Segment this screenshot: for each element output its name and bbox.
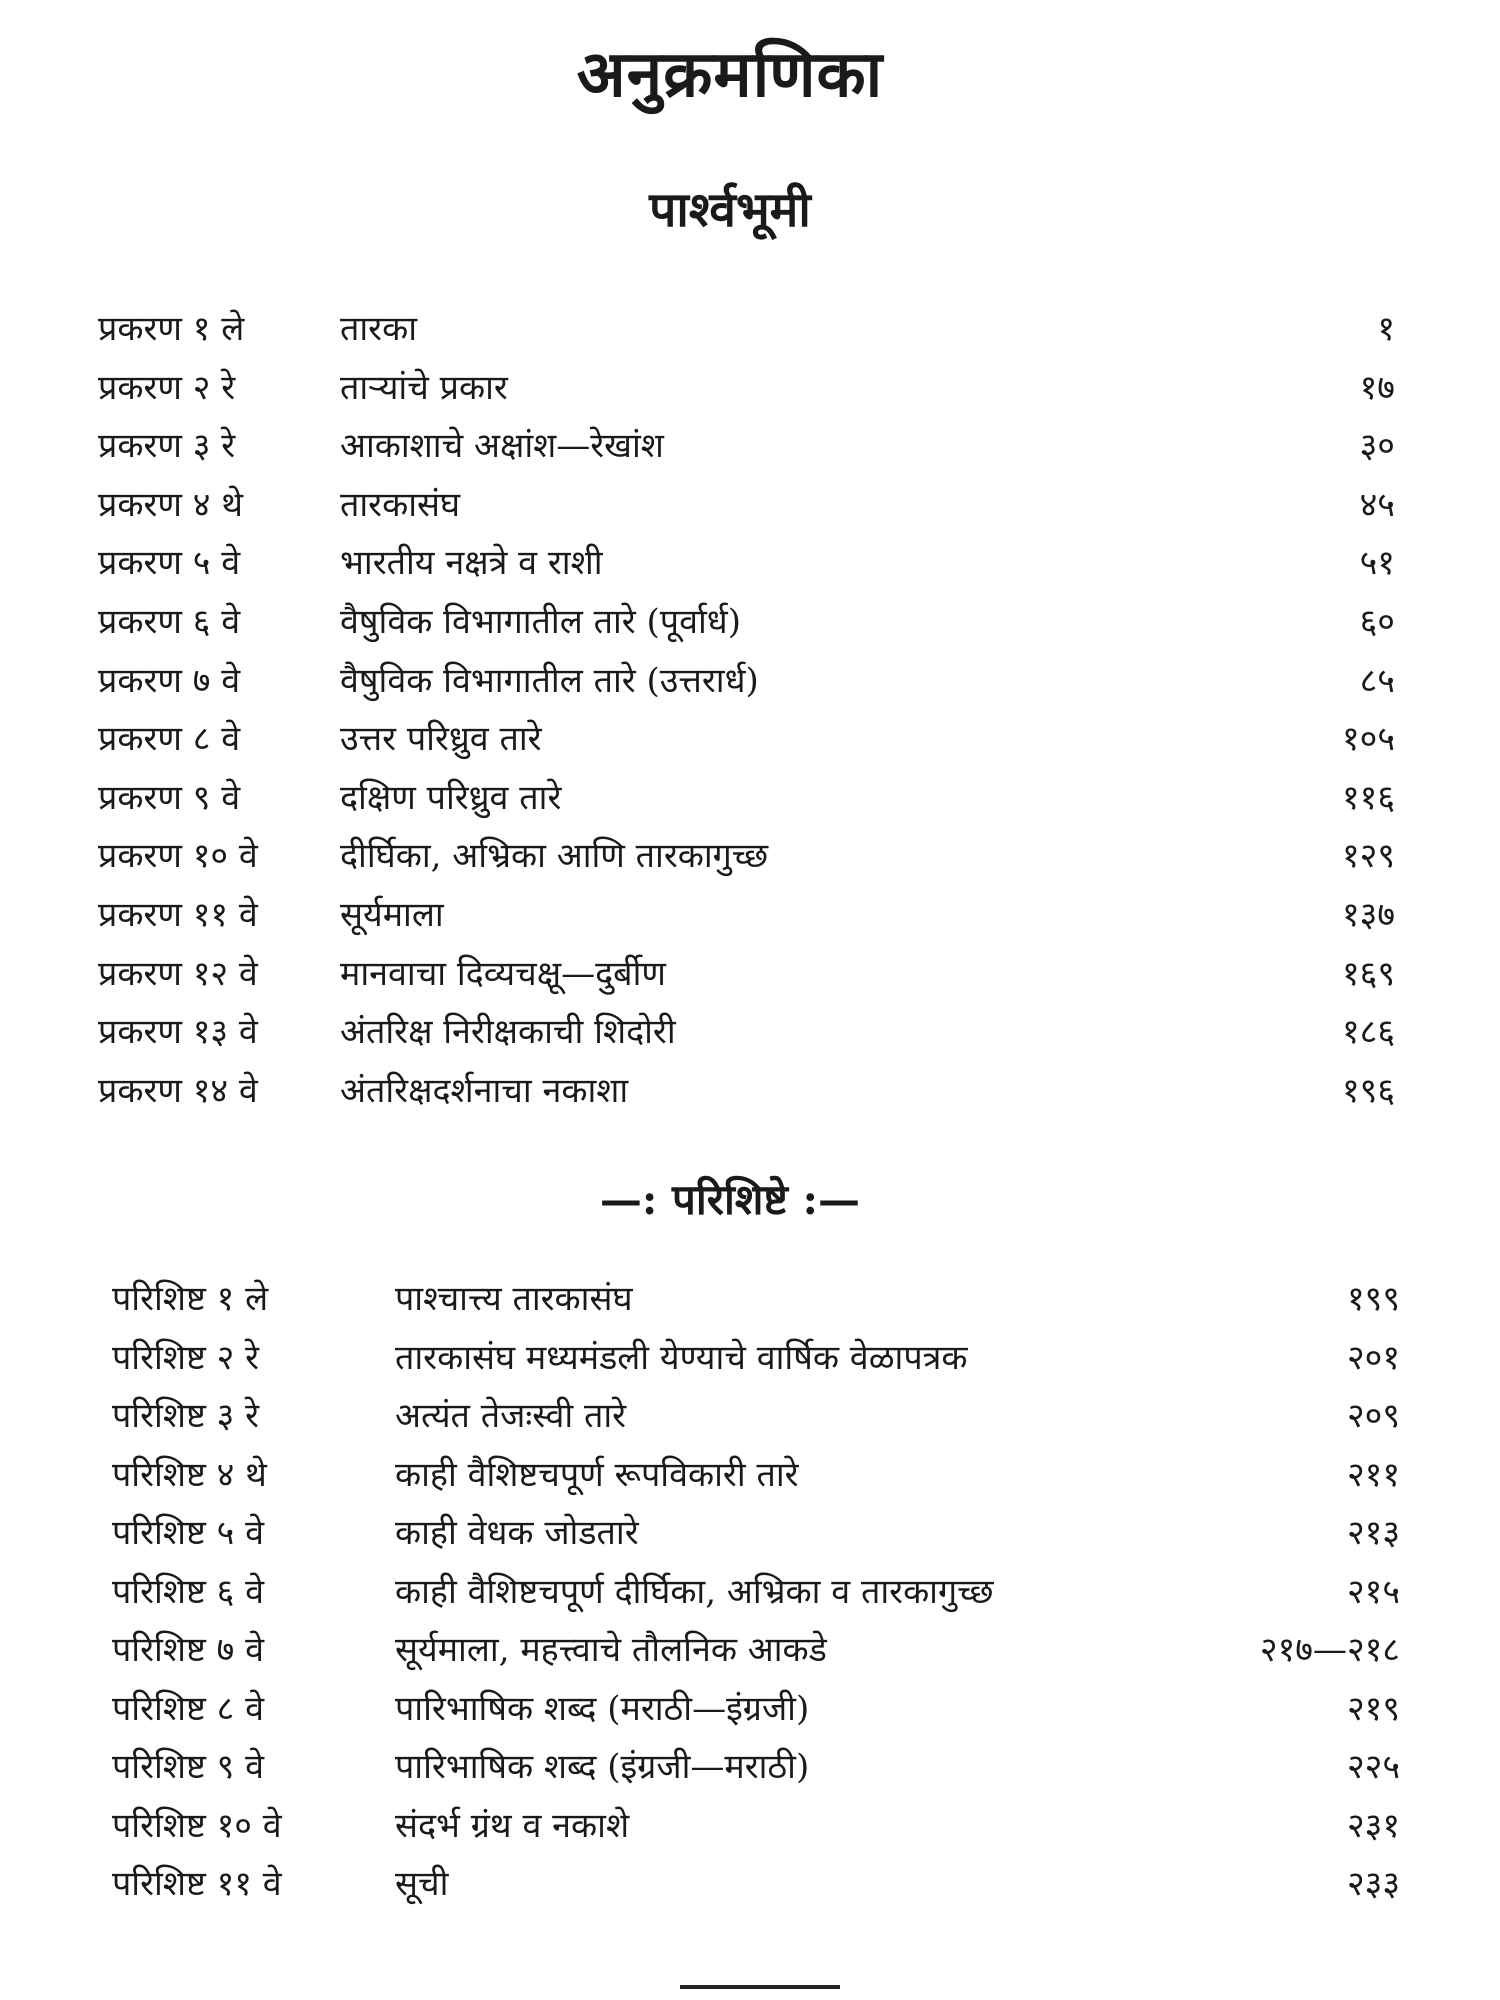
toc-row — [0, 1855, 1500, 1914]
toc-row — [0, 1563, 1500, 1622]
appendix-title: संदर्भ ग्रंथ व नकाशे — [395, 1805, 630, 1846]
chapter-title: तारका — [340, 309, 418, 349]
chapter-title: तारकासंघ — [340, 484, 461, 525]
page-number: २११ — [1346, 1454, 1400, 1495]
page-number: १२९ — [1341, 836, 1395, 877]
toc-row — [0, 710, 1500, 769]
page-number: ११६ — [1341, 777, 1395, 818]
page-number: ६० — [1359, 601, 1395, 642]
appendix-label: परिशिष्ट ६ वे — [112, 1571, 265, 1612]
page-number: २०९ — [1346, 1396, 1400, 1436]
chapter-label: प्रकरण ७ वे — [98, 660, 241, 701]
appendix-label: परिशिष्ट ११ वे — [112, 1864, 282, 1904]
appendix-title: पारिभाषिक शब्द (इंग्रजी—मराठी) — [395, 1747, 810, 1787]
chapter-title: वैषुविक विभागातील तारे (पूर्वार्ध) — [340, 601, 741, 642]
toc-row — [0, 1270, 1500, 1329]
chapter-label: प्रकरण २ रे — [98, 367, 236, 408]
toc-row — [0, 827, 1500, 886]
appendix-title: पाश्चात्त्य तारकासंघ — [395, 1279, 633, 1319]
appendix-title: काही वेधक जोडतारे — [395, 1513, 639, 1553]
page-title: अनुक्रमणिका — [576, 37, 884, 112]
toc-row — [0, 417, 1500, 476]
toc-row — [0, 359, 1500, 418]
toc-row — [0, 1387, 1500, 1446]
chapter-label: प्रकरण ५ वे — [98, 543, 241, 584]
chapter-label: प्रकरण १२ वे — [98, 953, 258, 994]
appendix-title: सूची — [395, 1864, 449, 1904]
chapter-label: प्रकरण ६ वे — [98, 601, 241, 642]
appendix-title: काही वैशिष्टचपूर्ण रूपविकारी तारे — [395, 1454, 799, 1495]
appendix-title: सूर्यमाला, महत्त्वाचे तौलनिक आकडे — [395, 1630, 827, 1670]
appendix-label: परिशिष्ट ७ वे — [112, 1630, 265, 1670]
page-number: १९६ — [1341, 1070, 1395, 1111]
toc-row — [0, 1446, 1500, 1505]
page-number: १६९ — [1341, 953, 1395, 994]
toc-row — [0, 945, 1500, 1004]
section-heading-background: पार्श्वभूमी — [649, 182, 811, 238]
page-number: २३१ — [1346, 1805, 1400, 1846]
appendix-title: तारकासंघ मध्यमंडली येण्याचे वार्षिक वेळापत्रक — [395, 1337, 968, 1378]
page-number: ३० — [1359, 426, 1395, 467]
appendix-label: परिशिष्ट ४ थे — [112, 1454, 267, 1495]
chapter-label: प्रकरण १० वे — [98, 836, 258, 877]
page-number: १ — [1377, 309, 1395, 349]
page-number: १३७ — [1341, 894, 1395, 935]
chapter-title: दीर्घिका, अभ्रिका आणि तारकागुच्छ — [340, 836, 769, 877]
chapter-title: आकाशाचे अक्षांश—रेखांश — [340, 426, 664, 467]
chapter-title: भारतीय नक्षत्रे व राशी — [340, 543, 603, 584]
page-number: २१३ — [1346, 1513, 1400, 1553]
toc-row — [0, 593, 1500, 652]
toc-row — [0, 476, 1500, 535]
appendix-title: अत्यंत तेजःस्वी तारे — [395, 1396, 627, 1436]
end-divider — [680, 1985, 840, 1989]
toc-row — [0, 1504, 1500, 1563]
chapter-label: प्रकरण १४ वे — [98, 1070, 258, 1111]
chapter-label: प्रकरण ८ वे — [98, 719, 241, 760]
page-number: २०१ — [1346, 1337, 1400, 1378]
chapter-title: सूर्यमाला — [340, 894, 444, 935]
chapter-title: ताऱ्यांचे प्रकार — [340, 367, 508, 408]
chapter-title: दक्षिण परिध्रुव तारे — [340, 777, 562, 818]
page-number: १०५ — [1341, 719, 1395, 760]
page-number: ८५ — [1359, 660, 1395, 701]
page-number: २१९ — [1346, 1688, 1400, 1729]
chapter-title: मानवाचा दिव्यचक्षू—दुर्बीण — [340, 953, 666, 994]
chapter-title: उत्तर परिध्रुव तारे — [340, 719, 542, 760]
chapter-label: प्रकरण ९ वे — [98, 777, 241, 818]
toc-row — [0, 886, 1500, 945]
appendix-title: काही वैशिष्टचपूर्ण दीर्घिका, अभ्रिका व तारकागुच्छ — [395, 1571, 994, 1612]
section-heading-appendices: —: परिशिष्टे :— — [599, 1175, 861, 1224]
page-number: ४५ — [1359, 484, 1395, 525]
chapter-title: वैषुविक विभागातील तारे (उत्तरार्ध) — [340, 660, 759, 701]
toc-row — [0, 769, 1500, 828]
appendix-label: परिशिष्ट १० वे — [112, 1805, 282, 1846]
toc-row — [0, 1738, 1500, 1797]
page-number: १९९ — [1346, 1279, 1400, 1319]
chapter-title: अंतरिक्षदर्शनाचा नकाशा — [340, 1070, 629, 1111]
chapter-list — [0, 300, 1500, 1120]
page-number: २१५ — [1346, 1571, 1400, 1612]
page-number: १८६ — [1341, 1012, 1395, 1053]
chapter-title: अंतरिक्ष निरीक्षकाची शिदोरी — [340, 1012, 676, 1053]
toc-row — [0, 1621, 1500, 1680]
page-number: ५१ — [1359, 543, 1395, 584]
chapter-label: प्रकरण १ ले — [98, 309, 245, 349]
toc-row — [0, 1329, 1500, 1388]
appendix-label: परिशिष्ट ५ वे — [112, 1513, 265, 1553]
chapter-label: प्रकरण १३ वे — [98, 1012, 258, 1053]
page-number: २३३ — [1346, 1864, 1400, 1904]
page-number: १७ — [1359, 367, 1395, 408]
appendix-list — [0, 1270, 1500, 1914]
appendix-label: परिशिष्ट २ रे — [112, 1337, 260, 1378]
chapter-label: प्रकरण ३ रे — [98, 426, 236, 467]
page-number: २२५ — [1346, 1747, 1400, 1787]
toc-row — [0, 1062, 1500, 1121]
appendix-title: पारिभाषिक शब्द (मराठी—इंग्रजी) — [395, 1688, 810, 1729]
toc-row — [0, 534, 1500, 593]
toc-row — [0, 300, 1500, 359]
page-number: २१७—२१८ — [1259, 1630, 1400, 1670]
toc-row — [0, 1680, 1500, 1739]
toc-row — [0, 1797, 1500, 1856]
toc-row — [0, 1003, 1500, 1062]
appendix-label: परिशिष्ट ९ वे — [112, 1747, 265, 1787]
appendix-label: परिशिष्ट १ ले — [112, 1279, 269, 1319]
chapter-label: प्रकरण ११ वे — [98, 894, 258, 935]
chapter-label: प्रकरण ४ थे — [98, 484, 243, 525]
appendix-label: परिशिष्ट ८ वे — [112, 1688, 265, 1729]
toc-row — [0, 652, 1500, 711]
appendix-label: परिशिष्ट ३ रे — [112, 1396, 260, 1436]
